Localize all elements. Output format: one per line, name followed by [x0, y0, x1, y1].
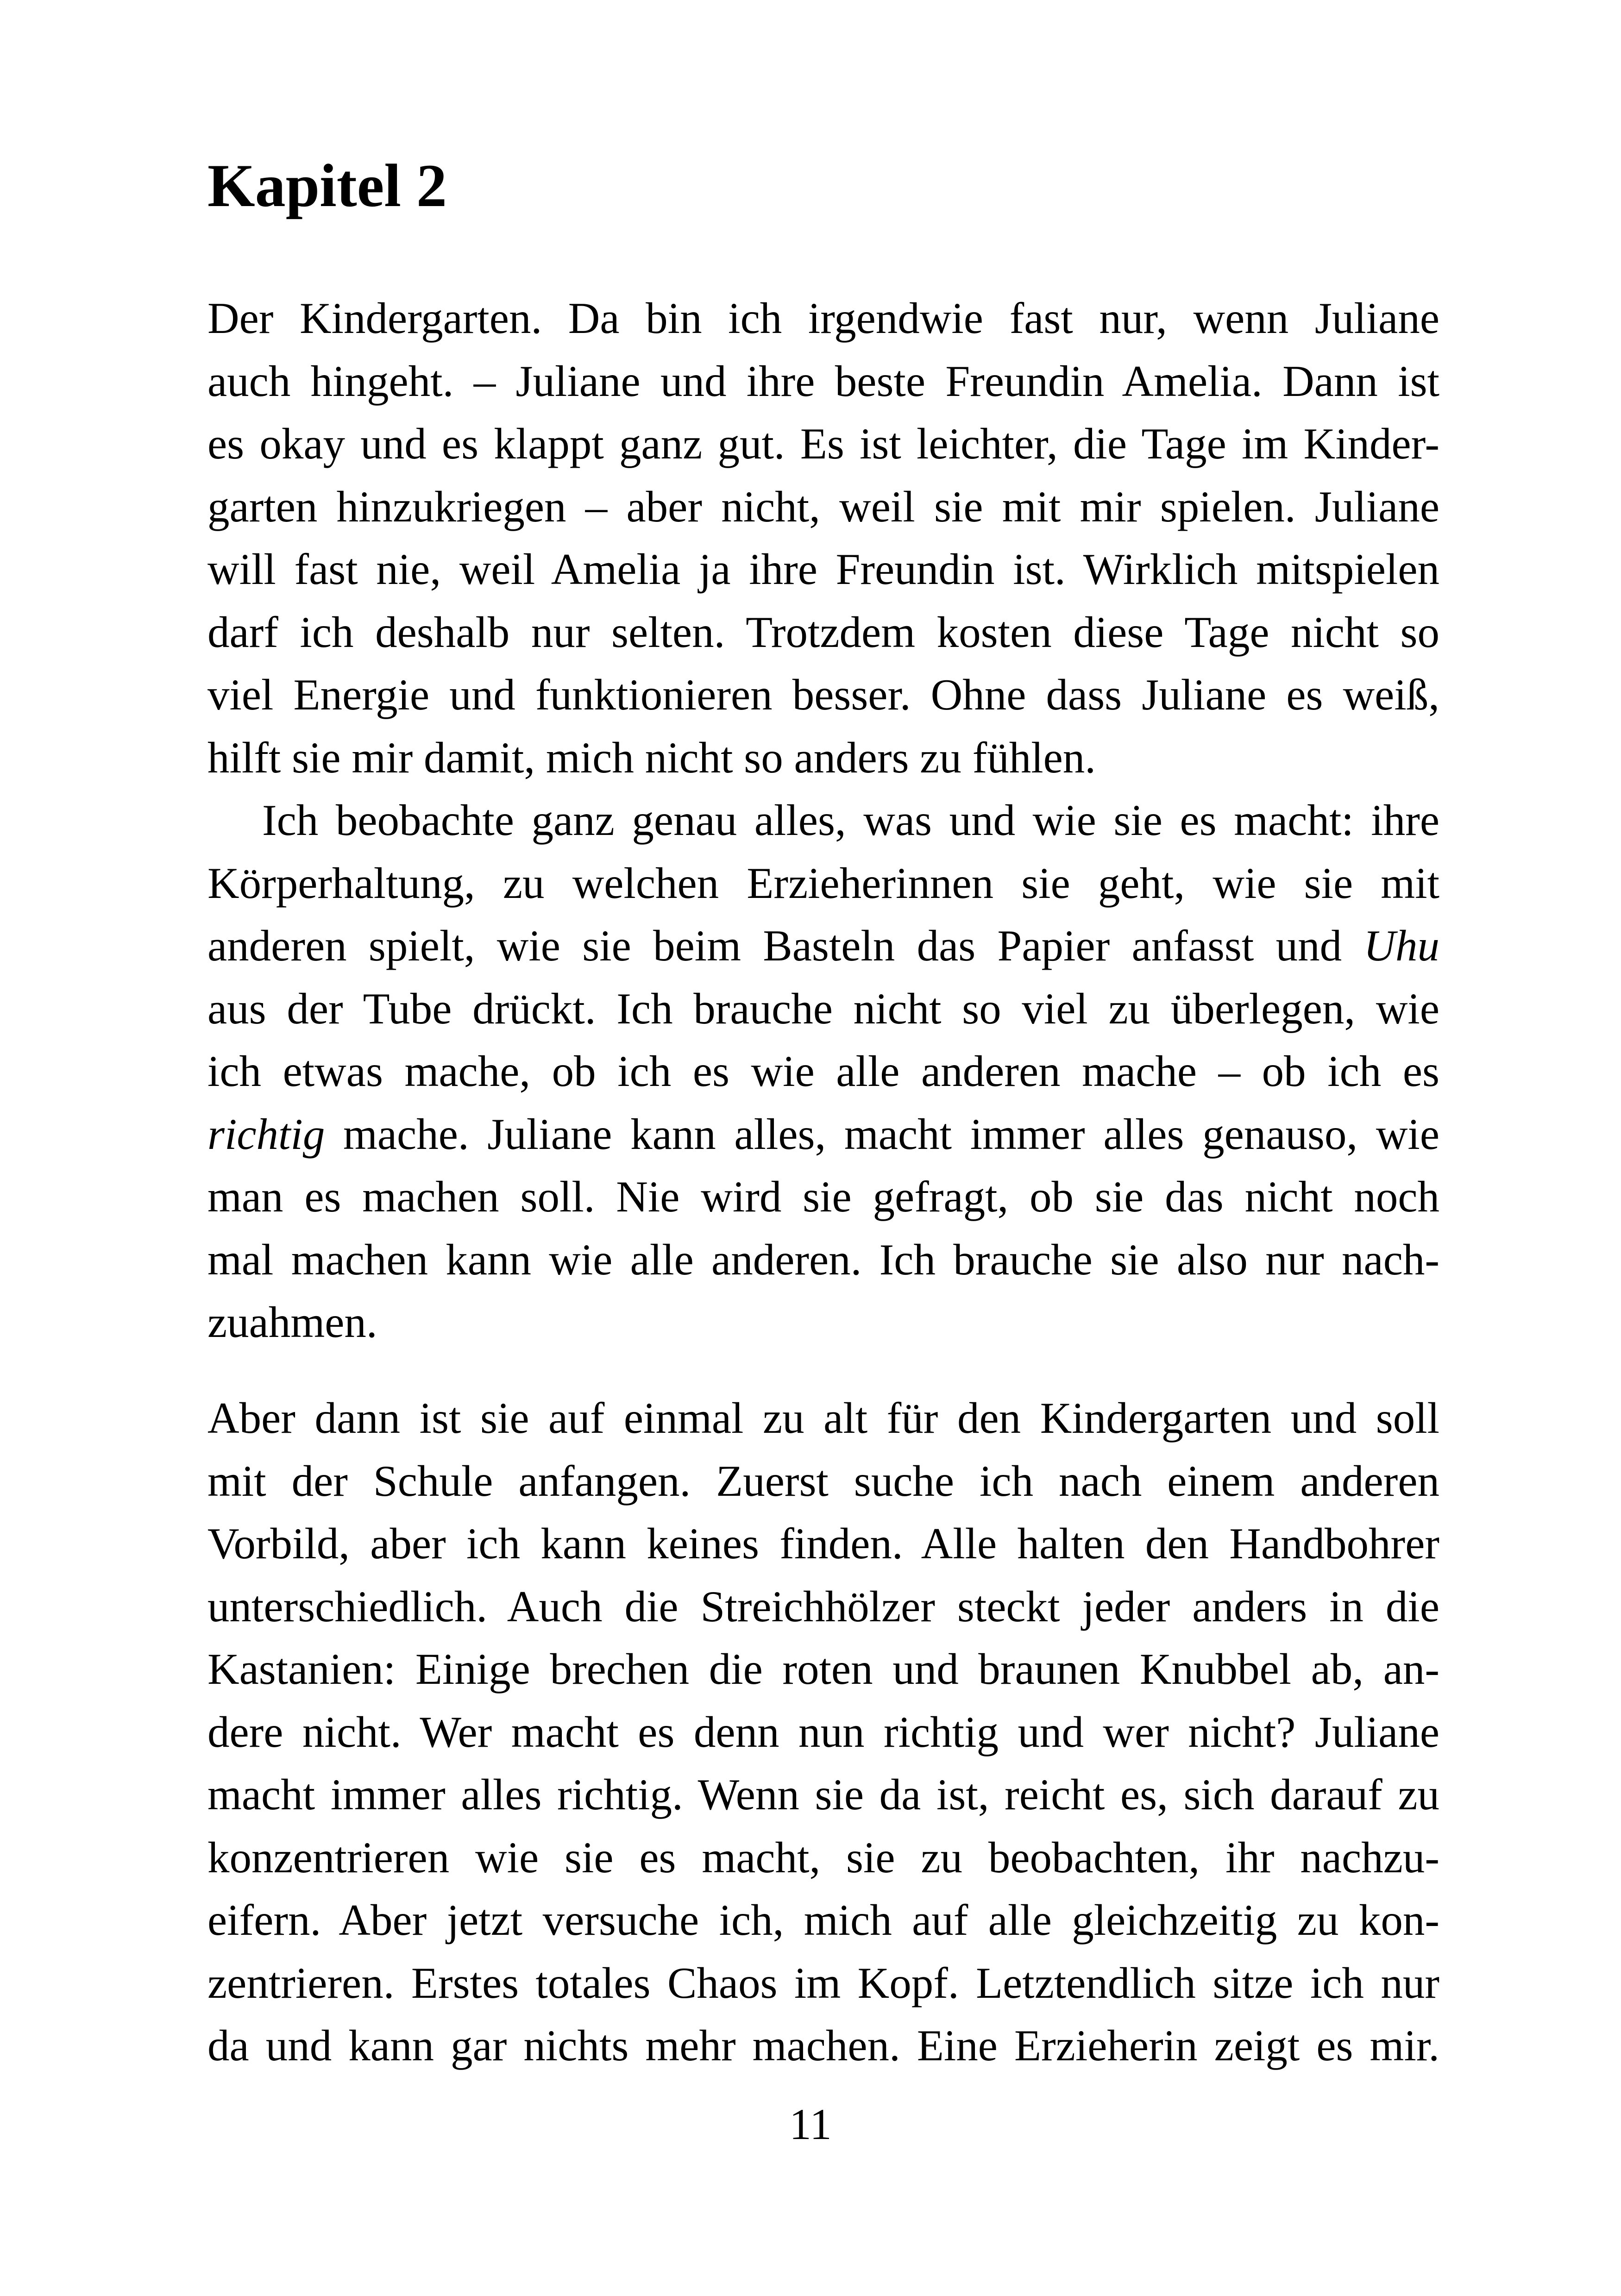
text-line: Vorbild, aber ich kann keines finden. Alle halten den Handbohrer — [207, 1519, 1439, 1568]
text-line: Körperhaltung, zu welchen Erzieherinnen sie geht, wie sie mit — [207, 858, 1439, 908]
text-line: man es machen soll. Nie wird sie gefragt, ob sie das nicht noch — [207, 1172, 1439, 1221]
text-line: zuahmen. — [207, 1298, 377, 1347]
text-line: macht immer alles richtig. Wenn sie da ist, reicht es, sich darauf zu — [207, 1770, 1439, 1819]
text-segment: mache. Juliane kann alles, macht immer alles genauso, wie — [325, 1109, 1439, 1159]
text-line: eifern. Aber jetzt versuche ich, mich auf alle gleichzeitig zu kon- — [207, 1895, 1439, 1945]
text-line: mal machen kann wie alle anderen. Ich brauche sie also nur nach- — [207, 1235, 1439, 1284]
text-line: darf ich deshalb nur selten. Trotzdem kosten diese Tage nicht so — [207, 607, 1439, 657]
text-line: Ich beobachte ganz genau alles, was und wie sie es macht: ihre — [262, 796, 1439, 845]
paragraph-group-1 — [207, 287, 1439, 1354]
page-number: 11 — [789, 2100, 832, 2149]
text-line: hilft sie mir damit, mich nicht so anders zu fühlen. — [207, 733, 1096, 782]
paragraph-group-2 — [207, 1387, 1439, 2077]
italic-word-richtig: richtig — [207, 1109, 325, 1159]
text-line: garten hinzukriegen – aber nicht, weil sie mit mir spielen. Juliane — [207, 482, 1439, 531]
text-line: konzentrieren wie sie es macht, sie zu beobachten, ihr nachzu- — [207, 1832, 1439, 1882]
text-line: will fast nie, weil Amelia ja ihre Freundin ist. Wirklich mitspielen — [207, 545, 1439, 594]
text-line: Der Kindergarten. Da bin ich irgendwie fast nur, wenn Juliane — [207, 294, 1439, 343]
text-line — [207, 1103, 1439, 1166]
text-line: es okay und es klappt ganz gut. Es ist leichter, die Tage im Kinder- — [207, 419, 1439, 468]
text-line: zentrieren. Erstes totales Chaos im Kopf. Letztendlich sitze ich nur — [207, 1958, 1439, 2007]
text-line: viel Energie und funktionieren besser. Ohne dass Juliane es weiß, — [207, 670, 1439, 719]
text-line: Kastanien: Einige brechen die roten und braunen Knubbel ab, an- — [207, 1644, 1439, 1694]
text-line: Aber dann ist sie auf einmal zu alt für den Kindergarten und soll — [207, 1393, 1439, 1443]
text-segment: anderen spielt, wie sie beim Basteln das Papier anfasst und — [207, 921, 1364, 970]
text-line: aus der Tube drückt. Ich brauche nicht so viel zu überlegen, wie — [207, 984, 1439, 1033]
text-line — [207, 915, 1439, 978]
text-line: mit der Schule anfangen. Zuerst suche ich nach einem anderen — [207, 1456, 1439, 1506]
chapter-title: Kapitel 2 — [207, 151, 447, 220]
text-line: unterschiedlich. Auch die Streichhölzer steckt jeder anders in die — [207, 1581, 1439, 1631]
text-line: da und kann gar nichts mehr machen. Eine Erzieherin zeigt es mir. — [207, 2021, 1439, 2070]
text-line: auch hingeht. – Juliane und ihre beste Freundin Amelia. Dann ist — [207, 356, 1439, 406]
text-line: ich etwas mache, ob ich es wie alle anderen mache – ob ich es — [207, 1047, 1439, 1096]
italic-word-uhu: Uhu — [1363, 921, 1439, 970]
text-line: dere nicht. Wer macht es denn nun richtig und wer nicht? Juliane — [207, 1707, 1439, 1757]
